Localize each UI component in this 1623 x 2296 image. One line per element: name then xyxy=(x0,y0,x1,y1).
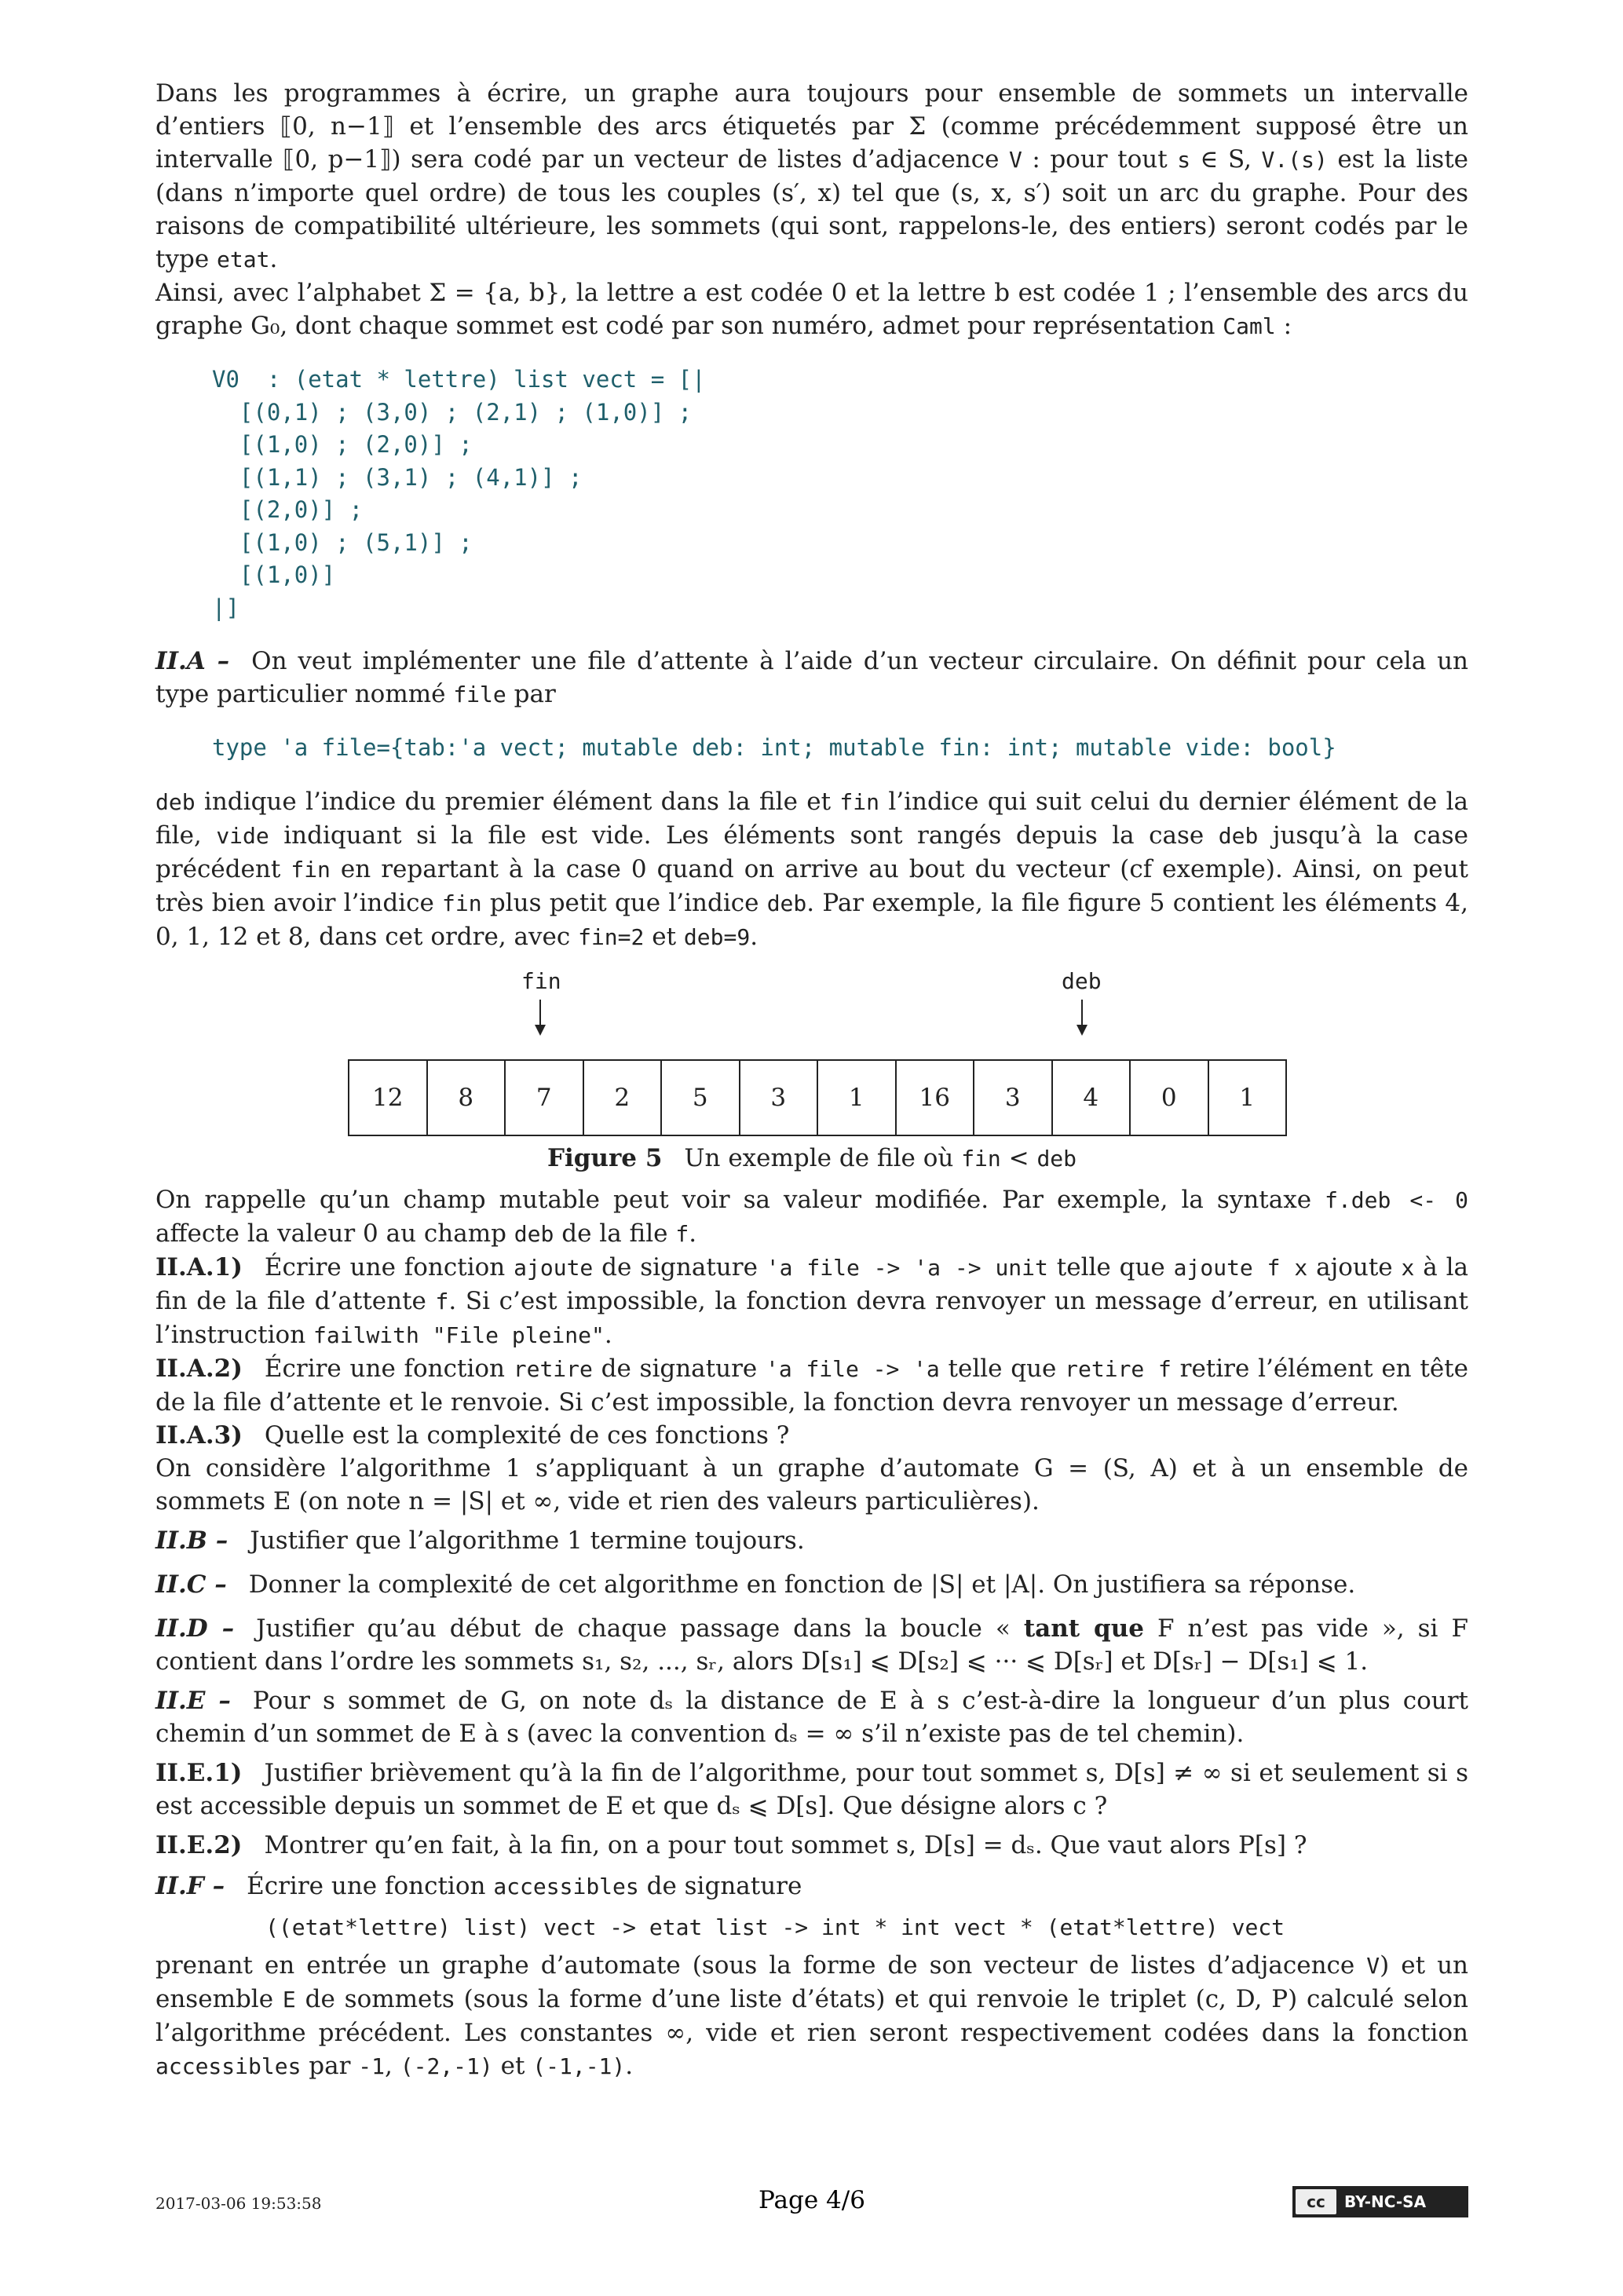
code-inline: ajoute f x xyxy=(1173,1254,1308,1281)
text: On rappelle qu’un champ mutable peut voir sa valeur modifiée. Par exemple, la syntaxe xyxy=(155,1185,1325,1214)
text: F n’est pas vide », si F contient dans l’ordre les sommets s₁, s₂, ..., sᵣ, alors D[s₁] ⩽ D[s₂] ⩽ ··· ⩽ D[sᵣ] et D[sᵣ] − D[s₁] ⩽ 1. xyxy=(155,1614,1468,1676)
code-inline: 'a file -> 'a xyxy=(766,1355,940,1382)
fin-pointer-label: fin xyxy=(521,967,561,994)
keyword: tant que xyxy=(1023,1614,1144,1643)
question-IIA2 xyxy=(155,1352,1468,1419)
queue-cell: 1 xyxy=(818,1061,897,1135)
text: Un exemple de file où xyxy=(684,1143,962,1172)
page-footer xyxy=(155,2183,1468,2222)
text: Montrer qu’en fait, à la fin, on a pour tout sommet s, D[s] = dₛ. Que vaut alors P[s] ? xyxy=(264,1830,1307,1859)
code-inline: V.(s) xyxy=(1261,147,1328,173)
code-line: [(1,1) ; (3,1) ; (4,1)] ; xyxy=(212,463,583,491)
timestamp: 2017-03-06 19:53:58 xyxy=(155,2194,322,2213)
text: par xyxy=(301,2051,359,2080)
page-number: Page 4/6 xyxy=(758,2186,865,2214)
code-line: |] xyxy=(212,594,239,621)
text: de signature xyxy=(593,1252,766,1281)
queue-cell: 3 xyxy=(974,1061,1053,1135)
code-inline: Caml xyxy=(1223,313,1276,339)
figure-caption xyxy=(155,1142,1468,1175)
question-IIE1 xyxy=(155,1757,1468,1823)
deb-arrow-head xyxy=(1077,1025,1087,1036)
text: . xyxy=(269,245,278,273)
text: , xyxy=(385,2051,400,2080)
cc-icon: cc xyxy=(1296,2189,1336,2214)
text: est la liste (dans n’importe quel ordre) de tous les couples (s′, x) tel que (s, x, s′) soit un arc du graphe. Pour des raisons de compatibilité ultérieure, les sommets (qui sont, rappelons-le, des entiers) seront codés par le type xyxy=(155,145,1468,273)
algorithm-paragraph xyxy=(155,1452,1468,1518)
question-label: II.A – xyxy=(155,647,230,675)
code-inline: x xyxy=(1401,1254,1415,1281)
code-inline: V xyxy=(1009,147,1022,173)
file-description xyxy=(155,785,1468,954)
code-inline: retire f xyxy=(1065,1355,1172,1382)
code-inline: retire xyxy=(513,1355,593,1382)
text: Écrire une fonction xyxy=(247,1871,494,1900)
code-inline: (-2,-1) xyxy=(400,2053,493,2079)
code-inline: fin xyxy=(291,856,331,883)
text: Donner la complexité de cet algorithme en fonction de |S| et |A|. On justifiera sa réponse. xyxy=(248,1570,1356,1599)
caption-label: Figure 5 xyxy=(546,1143,663,1172)
text: Écrire une fonction xyxy=(264,1354,514,1383)
fin-arrow xyxy=(539,1000,541,1026)
question-IIF-details xyxy=(155,1949,1468,2083)
fin-arrow-head xyxy=(535,1025,546,1036)
text: . xyxy=(625,2051,634,2080)
question-IIE2 xyxy=(155,1829,1468,1862)
code-inline: f xyxy=(675,1220,689,1247)
signature-line: ((etat*lettre) list) vect -> etat list -> int * int vect * (etat*lettre) vect xyxy=(265,1914,1285,1940)
question-IIA xyxy=(155,645,1468,711)
queue-cell: 12 xyxy=(349,1061,428,1135)
question-label: II.A.1) xyxy=(155,1252,243,1281)
type-declaration: type 'a file={tab:'a vect; mutable deb: int; mutable fin: int; mutable vide: bool} xyxy=(212,734,1336,761)
question-label: II.F – xyxy=(155,1871,225,1900)
text: Écrire une fonction xyxy=(264,1252,514,1281)
question-label: II.A.3) xyxy=(155,1420,243,1450)
license-badge xyxy=(1292,2186,1468,2217)
question-label: II.D – xyxy=(155,1614,235,1643)
text: : pour tout xyxy=(1022,145,1178,174)
code-inline: s xyxy=(1177,147,1191,173)
code-inline: deb xyxy=(514,1220,554,1247)
text: Justifier qu’au début de chaque passage dans la boucle « xyxy=(256,1614,1024,1643)
question-IIC xyxy=(155,1568,1468,1601)
deb-pointer-label: deb xyxy=(1062,967,1102,994)
code-inline: accessibles xyxy=(493,1873,639,1899)
queue-vector xyxy=(348,1059,1287,1136)
text: Ainsi, avec l’alphabet Σ = {a, b}, la lettre a est codée 0 et la lettre b est codée 1 ; l’ensemble des arcs du graphe G₀, dont chaque sommet est codé par son numéro, admet pour représentation xyxy=(155,279,1468,340)
mutable-paragraph xyxy=(155,1183,1468,1251)
text: Dans les programmes à écrire, un graphe aura toujours pour ensemble de sommets un intervalle d’entiers ⟦0, n−1⟧ et l’ensemble des arcs étiquetés par Σ (comme précédemment supposé être un intervalle ⟦0, p−1⟧) sera codé par un vecteur de listes d’adjacence xyxy=(155,79,1468,174)
code-inline: failwith "File pleine" xyxy=(313,1322,605,1348)
question-IIB xyxy=(155,1524,1468,1557)
text: de sommets (sous la forme d’une liste d’états) et qui renvoie le triplet (c, D, P) calculé selon l’algorithme précédent. Les constantes ∞, vide et rien seront respectivement codées dans la fonction xyxy=(155,1984,1468,2047)
code-inline: deb xyxy=(155,788,196,815)
text: Justifier que l’algorithme 1 termine toujours. xyxy=(250,1526,805,1555)
text: ∈ S, xyxy=(1190,145,1262,174)
text: indiquant si la file est vide. Les éléments sont rangés depuis la case xyxy=(269,821,1219,850)
figure-5 xyxy=(155,965,1468,1172)
code-inline: (-1,-1) xyxy=(532,2053,626,2079)
question-label: II.A.2) xyxy=(155,1354,243,1383)
queue-cell: 1 xyxy=(1239,1083,1256,1112)
text: telle que xyxy=(939,1354,1066,1383)
text: < xyxy=(1000,1143,1037,1172)
question-IIA3 xyxy=(155,1419,1468,1452)
question-label: II.C – xyxy=(155,1570,227,1599)
question-IIA1 xyxy=(155,1251,1468,1352)
text: Pour s sommet de G, on note dₛ la distance de E à s c’est-à-dire la longueur d’un plus court chemin d’un sommet de E à s (avec la convention dₛ = ∞ s’il n’existe pas de tel chemin). xyxy=(155,1686,1469,1748)
text: ajoute xyxy=(1307,1252,1402,1281)
license-text: BY-NC-SA xyxy=(1344,2192,1427,2211)
queue-cell: 4 xyxy=(1053,1061,1131,1135)
queue-cell: 16 xyxy=(897,1061,975,1135)
code-inline: ajoute xyxy=(514,1254,594,1281)
question-label: II.E.2) xyxy=(155,1830,243,1859)
code-inline: f xyxy=(435,1288,449,1314)
queue-cell: 0 xyxy=(1131,1061,1209,1135)
text: affecte la valeur 0 au champ xyxy=(155,1219,514,1248)
text: l’indice qui suit celui du dernier élément de la file, xyxy=(155,787,1468,850)
text: On veut implémenter une file d’attente à l’aide d’un vecteur circulaire. On définit pour cela un type particulier nommé xyxy=(155,647,1469,708)
text: de la file xyxy=(554,1219,676,1248)
code-inline: fin xyxy=(442,890,482,916)
text: . xyxy=(750,922,758,951)
text: . xyxy=(604,1320,612,1349)
question-label: II.E – xyxy=(155,1686,231,1715)
intro-paragraph-2 xyxy=(155,276,1468,343)
code-line: [(1,0)] xyxy=(212,561,336,588)
code-inline: fin=2 xyxy=(578,923,645,950)
code-inline: V xyxy=(1366,1952,1380,1979)
code-inline: fin xyxy=(961,1145,1001,1172)
text: Justifier brièvement qu’à la fin de l’algorithme, pour tout sommet s, D[s] ≠ ∞ si et seulement si s est accessible depuis un sommet de E et que dₛ ⩽ D[s]. Que désigne alors c ? xyxy=(155,1758,1468,1820)
code-inline: E xyxy=(282,1986,296,2013)
code-inline: f.deb <- 0 xyxy=(1325,1186,1469,1213)
text: telle que xyxy=(1047,1252,1174,1281)
question-IID xyxy=(155,1612,1468,1678)
text: On considère l’algorithme 1 s’appliquant à un graphe d’automate G = (S, A) et à un ensemble de sommets E (on note n = |S| et ∞, vide et rien des valeurs particulières). xyxy=(155,1453,1468,1515)
intro-paragraph-1 xyxy=(155,77,1468,276)
code-inline: etat xyxy=(217,247,270,272)
code-inline: fin xyxy=(839,788,879,815)
text: retire l’élément en tête de la file d’attente et le renvoie. Si c’est impossible, la fonction devra renvoyer un message d’erreur. xyxy=(155,1354,1468,1417)
question-IIF xyxy=(155,1870,1468,1903)
code-line: [(0,1) ; (3,0) ; (2,1) ; (1,0)] ; xyxy=(212,398,693,426)
question-label: II.B – xyxy=(155,1526,228,1555)
deb-arrow xyxy=(1081,1000,1083,1026)
text: en repartant à la case 0 quand on arrive au bout du vecteur (cf exemple). Ainsi, on peut très bien avoir l’indice xyxy=(155,854,1468,917)
code-inline: -1 xyxy=(358,2053,386,2079)
text: de signature xyxy=(592,1354,766,1383)
code-inline: accessibles xyxy=(155,2053,302,2079)
code-line: [(1,0) ; (2,0)] ; xyxy=(212,431,473,458)
text: . xyxy=(689,1219,697,1248)
code-line: [(2,0)] ; xyxy=(212,496,364,523)
code-inline: file xyxy=(453,682,506,707)
code-inline: deb xyxy=(1036,1145,1077,1172)
text: et xyxy=(644,922,684,951)
queue-cell: 8 xyxy=(428,1061,506,1135)
queue-cell: 3 xyxy=(740,1061,819,1135)
question-label: II.E.1) xyxy=(155,1758,243,1787)
text: de signature xyxy=(638,1871,802,1900)
queue-cell: 2 xyxy=(584,1061,663,1135)
text: et xyxy=(492,2051,533,2080)
code-inline: deb xyxy=(1218,822,1259,849)
queue-cell: 5 xyxy=(662,1061,740,1135)
code-inline: deb xyxy=(766,890,807,916)
question-IIE xyxy=(155,1684,1468,1750)
text: . Par exemple, la file figure 5 contient les éléments 4, 0, 1, 12 et 8, dans cet ordre, avec xyxy=(155,888,1468,951)
code-line: [(1,0) ; (5,1)] ; xyxy=(212,528,473,556)
text: Quelle est la complexité de ces fonctions ? xyxy=(264,1420,790,1450)
text: jusqu’à la case précédent xyxy=(155,821,1468,883)
code-line: V0 : (etat * lettre) list vect = [| xyxy=(212,366,706,393)
text: ) et un ensemble xyxy=(155,1951,1468,2013)
text: plus petit que l’indice xyxy=(481,888,767,917)
code-block-v0 xyxy=(212,364,1468,624)
queue-cell: 7 xyxy=(506,1061,584,1135)
text: : xyxy=(1275,312,1292,340)
code-inline: 'a file -> 'a -> unit xyxy=(766,1254,1048,1281)
text: à la fin de la file d’attente xyxy=(155,1252,1468,1315)
code-inline: deb=9 xyxy=(683,923,751,950)
text: . Si c’est impossible, la fonction devra renvoyer un message d’erreur, en utilisant l’instruction xyxy=(155,1286,1468,1349)
page-content xyxy=(155,77,1468,2083)
text: par xyxy=(506,680,556,708)
text: prenant en entrée un graphe d’automate (sous la forme de son vecteur de listes d’adjacence xyxy=(155,1951,1367,1980)
text: indique l’indice du premier élément dans la file et xyxy=(195,787,840,816)
code-inline: vide xyxy=(216,822,269,849)
